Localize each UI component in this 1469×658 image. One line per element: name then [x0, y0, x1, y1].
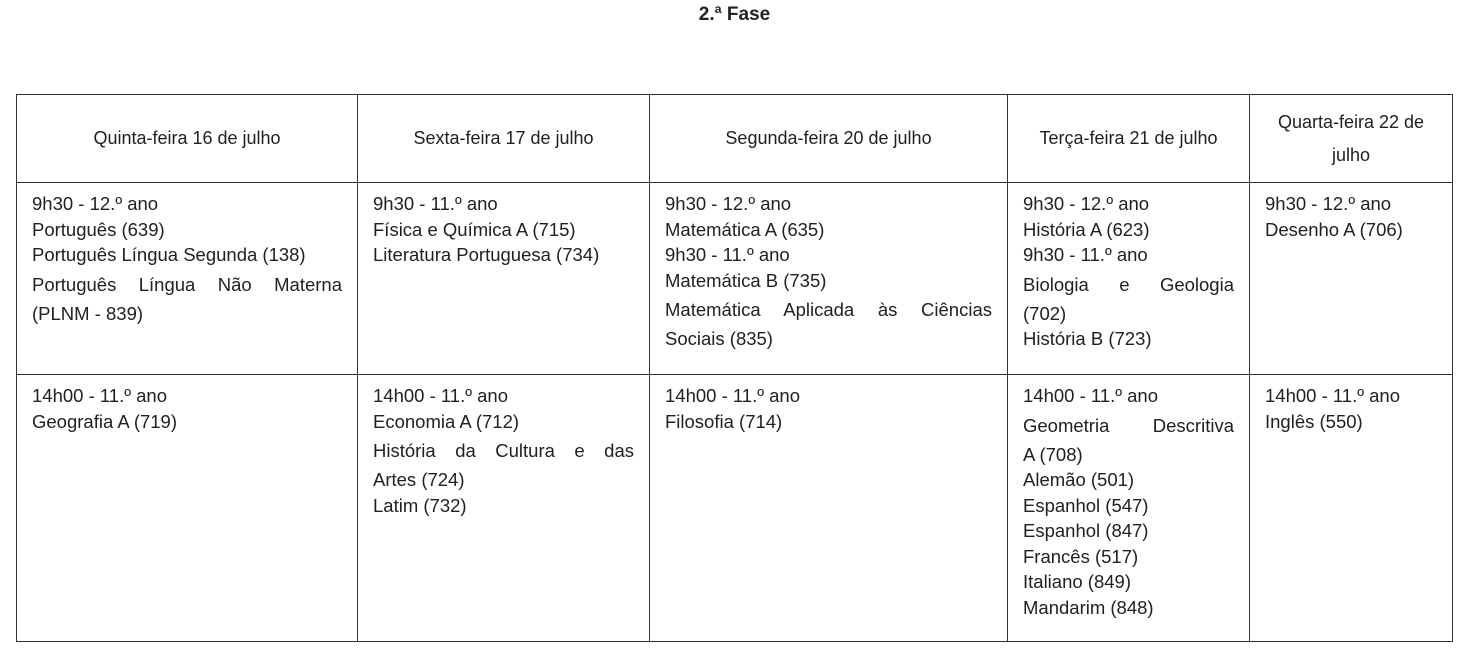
- exam-line: 9h30 - 11.º ano: [665, 244, 790, 265]
- exam-line: 9h30 - 12.º ano: [1023, 193, 1150, 214]
- column-header-monday-20: Segunda-feira 20 de julho: [650, 95, 1008, 183]
- cell-tuesday-afternoon: [1008, 375, 1250, 642]
- exam-line: Desenho A (706): [1265, 218, 1403, 240]
- exam-line: Geometria Descritiva: [1023, 414, 1234, 436]
- exam-line: Artes (724): [373, 469, 465, 490]
- exam-line: 14h00 - 11.º ano: [1023, 385, 1158, 406]
- cell-friday-afternoon: [358, 375, 650, 642]
- exam-line: Francês (517): [1023, 545, 1139, 567]
- cell-thursday-morning: [17, 183, 358, 375]
- cell-wednesday-afternoon: [1250, 375, 1453, 642]
- exam-line: 14h00 - 11.º ano: [665, 385, 800, 406]
- exam-line: Matemática B (735): [665, 269, 827, 291]
- exam-line: Matemática Aplicada às Ciências: [665, 299, 992, 320]
- exam-line: (PLNM - 839): [32, 302, 144, 324]
- cell-tuesday-morning: [1008, 183, 1250, 375]
- exam-line: Português Língua Não Materna: [32, 273, 342, 295]
- exam-line: Alemão (501): [1023, 469, 1135, 490]
- exam-line: Latim (732): [373, 494, 467, 516]
- exam-line: Espanhol (547): [1023, 494, 1149, 516]
- cell-friday-morning: [358, 183, 650, 375]
- exam-line: 9h30 - 12.º ano: [1265, 193, 1392, 214]
- exam-line: Inglês (550): [1265, 410, 1363, 432]
- exam-line: Português Língua Segunda (138): [32, 244, 306, 265]
- exam-line: História B (723): [1023, 328, 1152, 349]
- column-header-friday-17: Sexta-feira 17 de julho: [358, 95, 650, 183]
- cell-wednesday-morning: [1250, 183, 1453, 375]
- exam-line: 14h00 - 11.º ano: [1265, 385, 1400, 406]
- exam-line: Economia A (712): [373, 410, 520, 432]
- exam-line: Filosofia (714): [665, 410, 783, 432]
- exam-line: 14h00 - 11.º ano: [32, 385, 167, 406]
- exam-line: Matemática A (635): [665, 218, 825, 240]
- page-title: 2.ª Fase: [698, 4, 771, 25]
- exam-line: 9h30 - 12.º ano: [665, 193, 792, 214]
- cell-monday-morning: [650, 183, 1008, 375]
- exam-line: Português (639): [32, 218, 165, 240]
- table-header-row: [17, 95, 1453, 183]
- table-row-morning: [17, 183, 1453, 375]
- exam-line: História da Cultura e das: [373, 440, 634, 461]
- exam-line: Literatura Portuguesa (734): [373, 244, 600, 265]
- exam-line: História A (623): [1023, 218, 1150, 240]
- exam-line: Mandarim (848): [1023, 596, 1154, 618]
- exam-line: Geografia A (719): [32, 410, 178, 432]
- exam-line: (702): [1023, 302, 1067, 324]
- exam-line: A (708): [1023, 443, 1083, 465]
- column-header-tuesday-21: Terça-feira 21 de julho: [1008, 95, 1250, 183]
- column-header-thursday-16: Quinta-feira 16 de julho: [17, 95, 358, 183]
- exam-schedule-table: [16, 94, 1453, 642]
- column-header-wednesday-22: Quarta-feira 22 de julho: [1250, 95, 1453, 183]
- exam-line: 9h30 - 11.º ano: [373, 193, 498, 214]
- exam-line: 9h30 - 12.º ano: [32, 193, 159, 214]
- exam-line: Espanhol (847): [1023, 520, 1149, 541]
- exam-line: 14h00 - 11.º ano: [373, 385, 508, 406]
- cell-thursday-afternoon: [17, 375, 358, 642]
- exam-line: Biologia e Geologia: [1023, 273, 1234, 295]
- exam-line: Física e Química A (715): [373, 218, 576, 240]
- exam-line: 9h30 - 11.º ano: [1023, 244, 1148, 265]
- cell-monday-afternoon: [650, 375, 1008, 642]
- table-row-afternoon: [17, 375, 1453, 642]
- exam-line: Sociais (835): [665, 328, 773, 349]
- exam-line: Italiano (849): [1023, 571, 1131, 592]
